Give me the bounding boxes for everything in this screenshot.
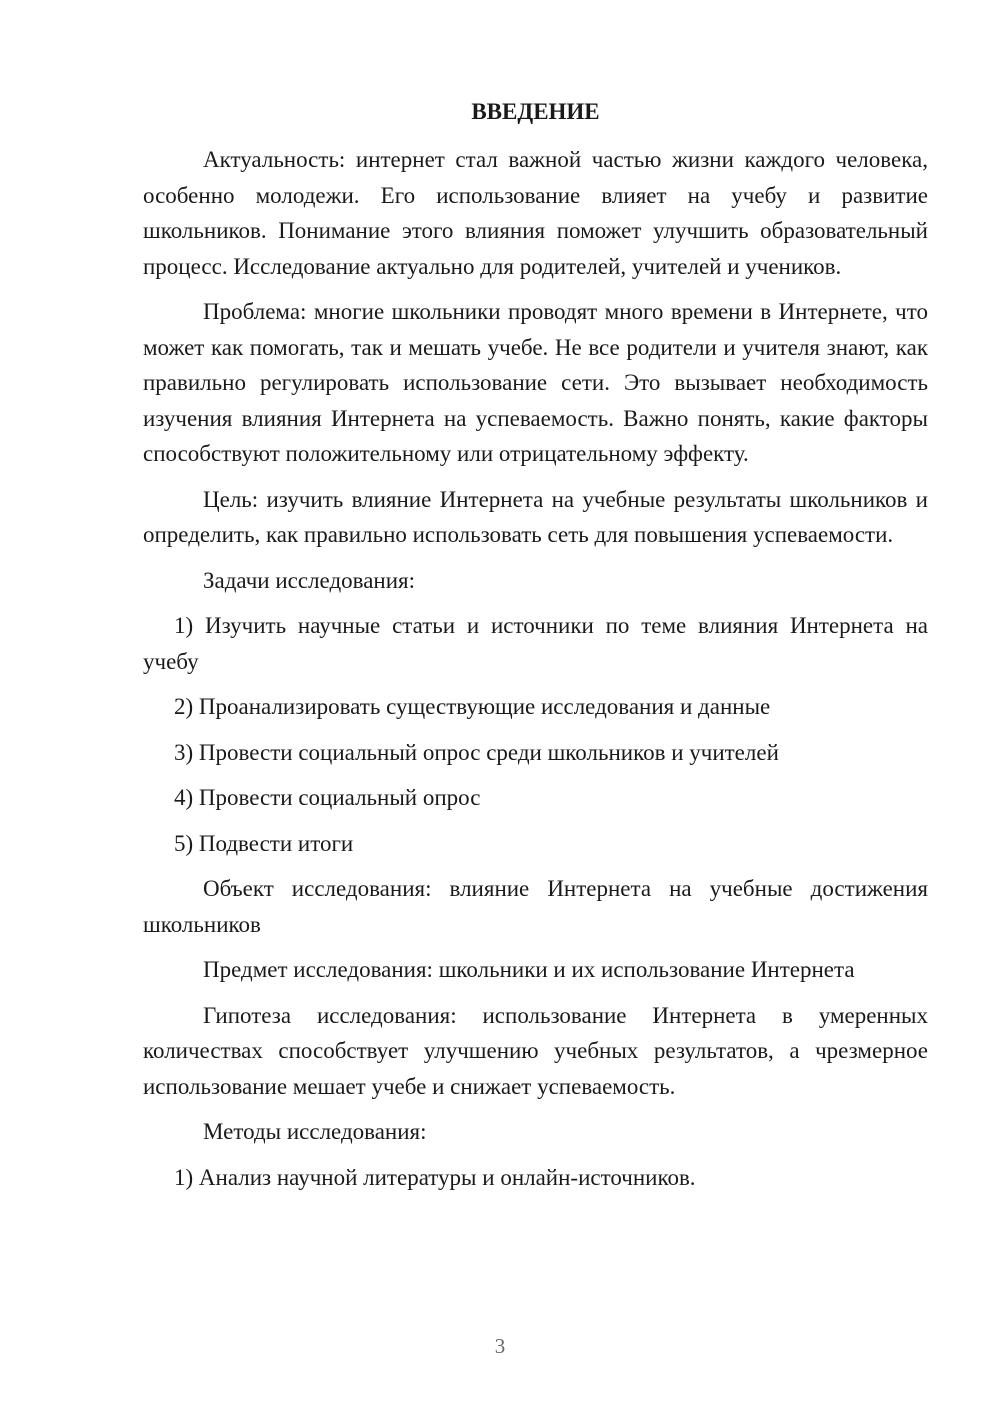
hypothesis-paragraph: Гипотеза исследования: использование Интернета в умеренных количествах способствует улучшению учебных результатов, а чрезмерное использование мешает учебе и снижает успеваемость.: [143, 1002, 928, 1099]
subject-paragraph: Предмет исследования: школьники и их использование Интернета: [203, 957, 855, 982]
method-item-1: 1) Анализ научной литературы и онлайн-источников.: [174, 1164, 696, 1190]
relevance-paragraph: Актуальность: интернет стал важной частью жизни каждого человека, особенно молодежи. Его использование влияет на учебу и развитие школьников. Понимание этого влияния поможет улучшить образовательный процесс. Исследование актуально для родителей, учителей и учеников.: [143, 147, 928, 279]
tasks-title: Задачи исследования:: [203, 567, 416, 593]
methods-title: Методы исследования:: [203, 1119, 427, 1144]
task-item-3: 3) Провести социальный опрос среди школьников и учителей: [174, 739, 779, 765]
task-item-5: 5) Подвести итоги: [174, 830, 354, 856]
goal-paragraph: Цель: изучить влияние Интернета на учебные результаты школьников и определить, как правильно использовать сеть для повышения успеваемости.: [143, 486, 928, 547]
problem-paragraph: Проблема: многие школьники проводят много времени в Интернете, что может как помогать, так и мешать учебе. Не все родители и учителя знают, как правильно регулировать использование сети. Это вызывает необходимость изучения влияния Интернета на успеваемость. Важно понять, какие факторы способствуют положительному или отрицательному эффекту.: [143, 299, 928, 466]
object-paragraph: Объект исследования: влияние Интернета на учебные достижения школьников: [143, 876, 928, 937]
task-item-4: 4) Провести социальный опрос: [174, 785, 481, 810]
section-heading: ВВЕДЕНИЕ: [471, 99, 600, 124]
page-number: 3: [494, 1334, 506, 1358]
page-content: [143, 98, 928, 1205]
task-item-2: 2) Проанализировать существующие исследования и данные: [174, 694, 771, 719]
task-item-1: 1) Изучить научные статьи и источники по теме влияния Интернета на учебу: [143, 613, 928, 674]
